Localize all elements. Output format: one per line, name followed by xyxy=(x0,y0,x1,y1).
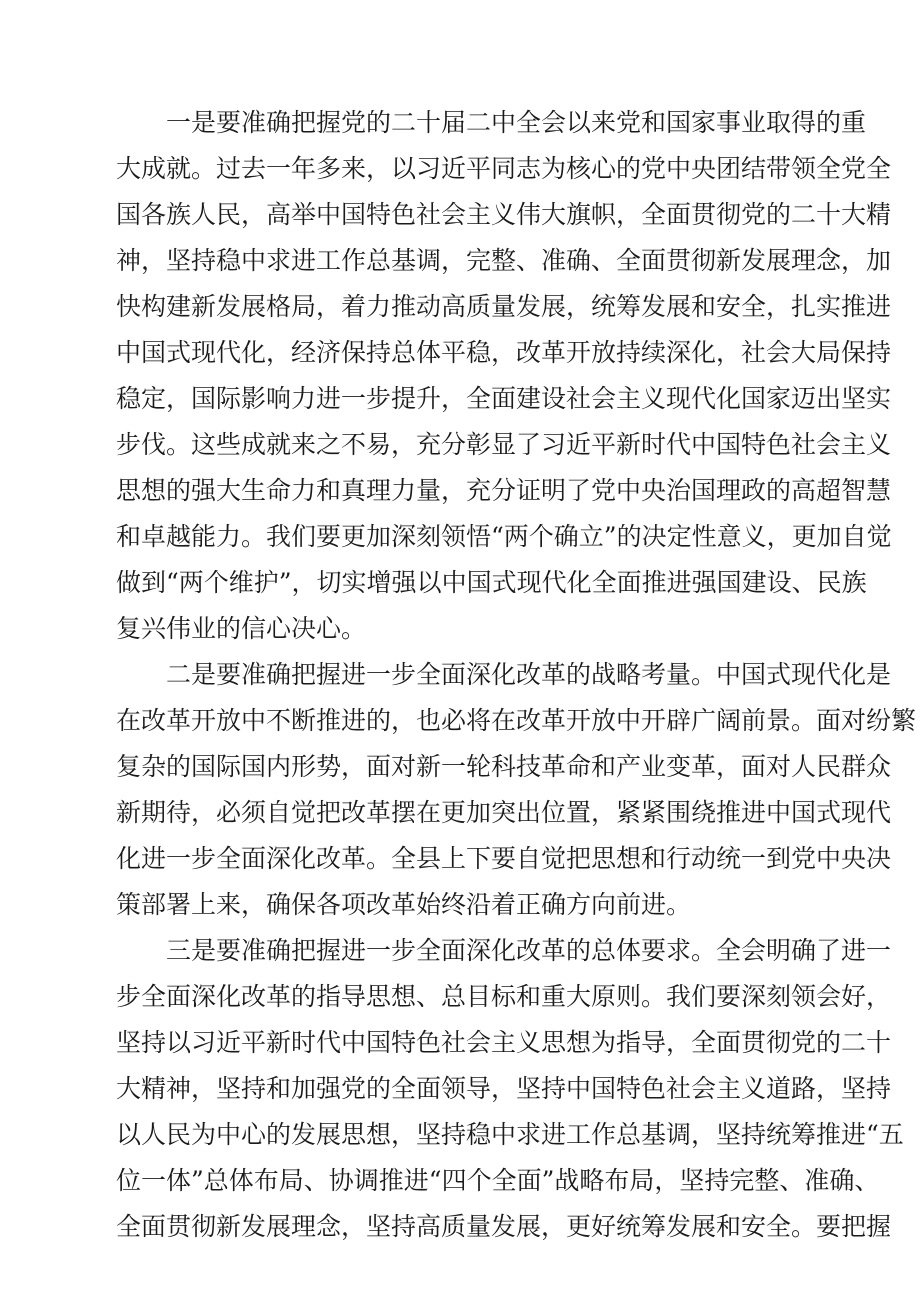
document-body xyxy=(116,100,917,1250)
text-line: 步伐。这些成就来之不易，充分彰显了习近平新时代中国特色社会主义 xyxy=(116,430,892,459)
text-line: 复兴伟业的信心决心。 xyxy=(116,614,367,643)
text-line: 在改革开放中不断推进的，也必将在改革开放中开辟广阔前景。面对纷繁 xyxy=(116,706,917,735)
text-line: 快构建新发展格局，着力推动高质量发展，统筹发展和安全，扎实推进 xyxy=(116,292,892,321)
text-line: 大精神，坚持和加强党的全面领导，坚持中国特色社会主义道路，坚持 xyxy=(116,1074,892,1103)
text-line: 国各族人民，高举中国特色社会主义伟大旗帜，全面贯彻党的二十大精 xyxy=(116,200,892,229)
text-line: 二是要准确把握进一步全面深化改革的战略考量。中国式现代化是 xyxy=(166,660,892,689)
text-line: 神，坚持稳中求进工作总基调，完整、准确、全面贯彻新发展理念，加 xyxy=(116,246,892,275)
text-line: 三是要准确把握进一步全面深化改革的总体要求。全会明确了进一 xyxy=(166,936,892,965)
text-line: 策部署上来，确保各项改革始终沿着正确方向前进。 xyxy=(116,890,692,919)
paragraph-1 xyxy=(116,100,892,652)
text-line: 位一体”总体布局、协调推进“四个全面”战略布局，坚持完整、准确、 xyxy=(116,1166,880,1195)
text-line: 做到“两个维护”，切实增强以中国式现代化全面推进强国建设、民族 xyxy=(116,568,867,597)
text-line: 思想的强大生命力和真理力量，充分证明了党中央治国理政的高超智慧 xyxy=(116,476,892,505)
paragraph-2 xyxy=(116,652,917,928)
text-line: 和卓越能力。我们要更加深刻领悟“两个确立”的决定性意义，更加自觉 xyxy=(116,522,892,551)
text-line: 新期待，必须自觉把改革摆在更加突出位置，紧紧围绕推进中国式现代 xyxy=(116,798,892,827)
text-line: 复杂的国际国内形势，面对新一轮科技革命和产业变革，面对人民群众 xyxy=(116,752,892,781)
text-line: 大成就。过去一年多来，以习近平同志为核心的党中央团结带领全党全 xyxy=(116,154,892,183)
text-line: 全面贯彻新发展理念，坚持高质量发展，更好统筹发展和安全。要把握 xyxy=(116,1212,892,1241)
text-line: 化进一步全面深化改革。全县上下要自觉把思想和行动统一到党中央决 xyxy=(116,844,892,873)
text-line: 一是要准确把握党的二十届二中全会以来党和国家事业取得的重 xyxy=(166,108,867,137)
text-line: 步全面深化改革的指导思想、总目标和重大原则。我们要深刻领会好， xyxy=(116,982,892,1011)
paragraph-3 xyxy=(116,928,904,1250)
text-line: 坚持以习近平新时代中国特色社会主义思想为指导，全面贯彻党的二十 xyxy=(116,1028,892,1057)
text-line: 稳定，国际影响力进一步提升，全面建设社会主义现代化国家迈出坚实 xyxy=(116,384,892,413)
text-line: 以人民为中心的发展思想，坚持稳中求进工作总基调，坚持统筹推进“五 xyxy=(116,1120,904,1149)
text-line: 中国式现代化，经济保持总体平稳，改革开放持续深化，社会大局保持 xyxy=(116,338,892,367)
